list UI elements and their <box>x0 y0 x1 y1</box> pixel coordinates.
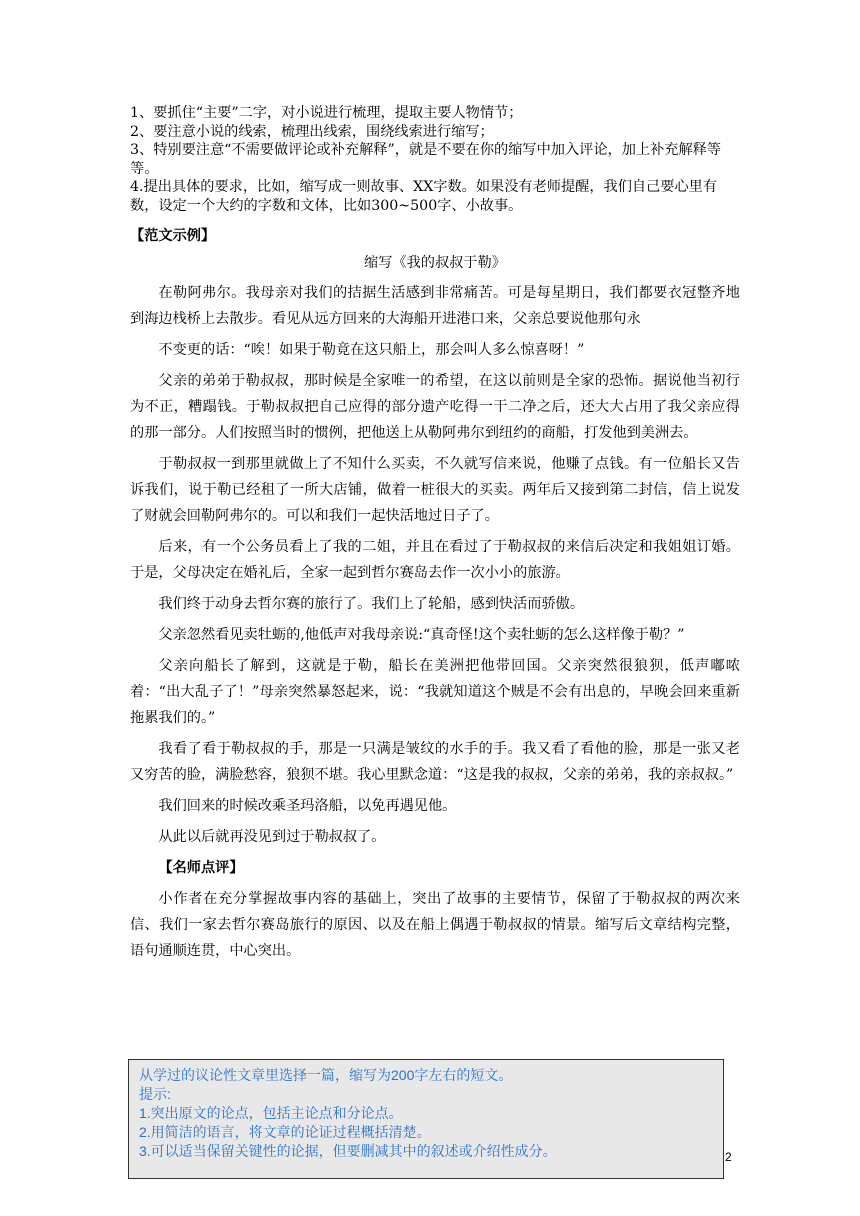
essay-body <box>130 280 740 969</box>
exercise-hint: 1.突出原文的论点，包括主论点和分论点。 <box>139 1105 403 1121</box>
tip-item: 2、要注意小说的线索，梳理出线索，围绕线索进行缩写； <box>130 123 494 140</box>
essay-paragraph: 后来，有一个公务员看上了我的二姐，并且在看过了于勒叔叔的来信后决定和我姐姐订婚。于是，父母决定在婚礼后，全家一起到哲尔赛岛去作一次小小的旅游。 <box>130 539 740 581</box>
essay-paragraph: 不变更的话：“唉！如果于勒竟在这只船上，那会叫人多么惊喜呀！” <box>158 342 585 358</box>
essay-paragraph: 在勒阿弗尔。我母亲对我们的拮据生活感到非常痛苦。可是每星期日，我们都要衣冠整齐地到海边栈桥上去散步。看见从远方回来的大海船开进港口来，父亲总要说他那句永 <box>130 285 740 327</box>
essay-paragraph: 我看了看于勒叔叔的手，那是一只满是皱纹的水手的手。我又看了看他的脸，那是一张又老又穷苦的脸，满脸愁容，狼狈不堪。我心里默念道：“这是我的叔叔，父亲的弟弟，我的亲叔叔。” <box>130 741 740 783</box>
essay-paragraph: 从此以后就再没见到过于勒叔叔了。 <box>158 829 386 845</box>
exercise-hint-label: 提示: <box>139 1086 171 1102</box>
tip-item: 3、特别要注意“不需要做评论或补充解释”，就是不要在你的缩写中加入评论，加上补充解释等等。 <box>130 142 722 177</box>
comment-text: 小作者在充分掌握故事内容的基础上，突出了故事的主要情节，保留了于勒叔叔的两次来信、我们一家去哲尔赛岛旅行的原因、以及在船上偶遇于勒叔叔的情景。缩写后文章结构完整，语句通顺连贯，中心突出。 <box>130 891 740 959</box>
essay-title: 缩写《我的叔叔于勒》 <box>364 255 506 271</box>
essay-paragraph: 父亲的弟弟于勒叔叔，那时候是全家唯一的希望，在这以前则是全家的恐怖。据说他当初行为不正，糟蹋钱。于勒叔叔把自己应得的部分遗产吃得一干二净之后，还大大占用了我父亲应得的那一部分。人们按照当时的惯例，把他送上从勒阿弗尔到纽约的商船，打发他到美洲去。 <box>130 373 740 441</box>
writing-tips <box>130 104 740 215</box>
exercise-hint: 2.用简洁的语言，将文章的论证过程概括清楚。 <box>139 1124 431 1140</box>
exercise-hint: 3.可以适当保留关键性的论据，但要删减其中的叙述或介绍性成分。 <box>139 1143 557 1159</box>
essay-paragraph: 我们回来的时候改乘圣玛洛船，以免再遇见他。 <box>158 798 457 814</box>
tip-item: 4.提出具体的要求，比如，缩写成一则故事、XX字数。如果没有老师提醒，我们自己要心里有数，设定一个大约的字数和文体，比如300~500字、小故事。 <box>130 179 718 214</box>
tip-item: 1、要抓住“主要”二字，对小说进行梳理，提取主要人物情节； <box>130 105 523 121</box>
essay-paragraph: 我们终于动身去哲尔赛的旅行了。我们上了轮船，感到快活而骄傲。 <box>158 596 585 612</box>
section-heading: 【范文示例】 <box>130 228 216 244</box>
essay-paragraph: 于勒叔叔一到那里就做上了不知什么买卖，不久就写信来说，他赚了点钱。有一位船长又告诉我们，说于勒已经租了一所大店铺，做着一桩很大的买卖。两年后又接到第二封信，信上说发了财就会回勒阿弗尔的。可以和我们一起快活地过日子了。 <box>130 456 740 524</box>
exercise-task: 从学过的议论性文章里选择一篇，缩写为200字左右的短文。 <box>139 1067 513 1083</box>
page-number: 2 <box>725 1150 732 1164</box>
comment-heading: 【名师点评】 <box>158 860 244 876</box>
essay-paragraph: 父亲忽然看见卖牡蛎的,他低声对我母亲说:“真奇怪!这个卖牡蛎的怎么这样像于勒？” <box>158 627 685 643</box>
essay-paragraph: 父亲向船长了解到，这就是于勒，船长在美洲把他带回国。父亲突然很狼狈，低声嘟哝着：“出大乱子了！”母亲突然暴怒起来，说：“我就知道这个贼是不会有出息的，早晚会回来重新拖累我们的。” <box>130 658 740 726</box>
exercise-box <box>128 1059 724 1179</box>
